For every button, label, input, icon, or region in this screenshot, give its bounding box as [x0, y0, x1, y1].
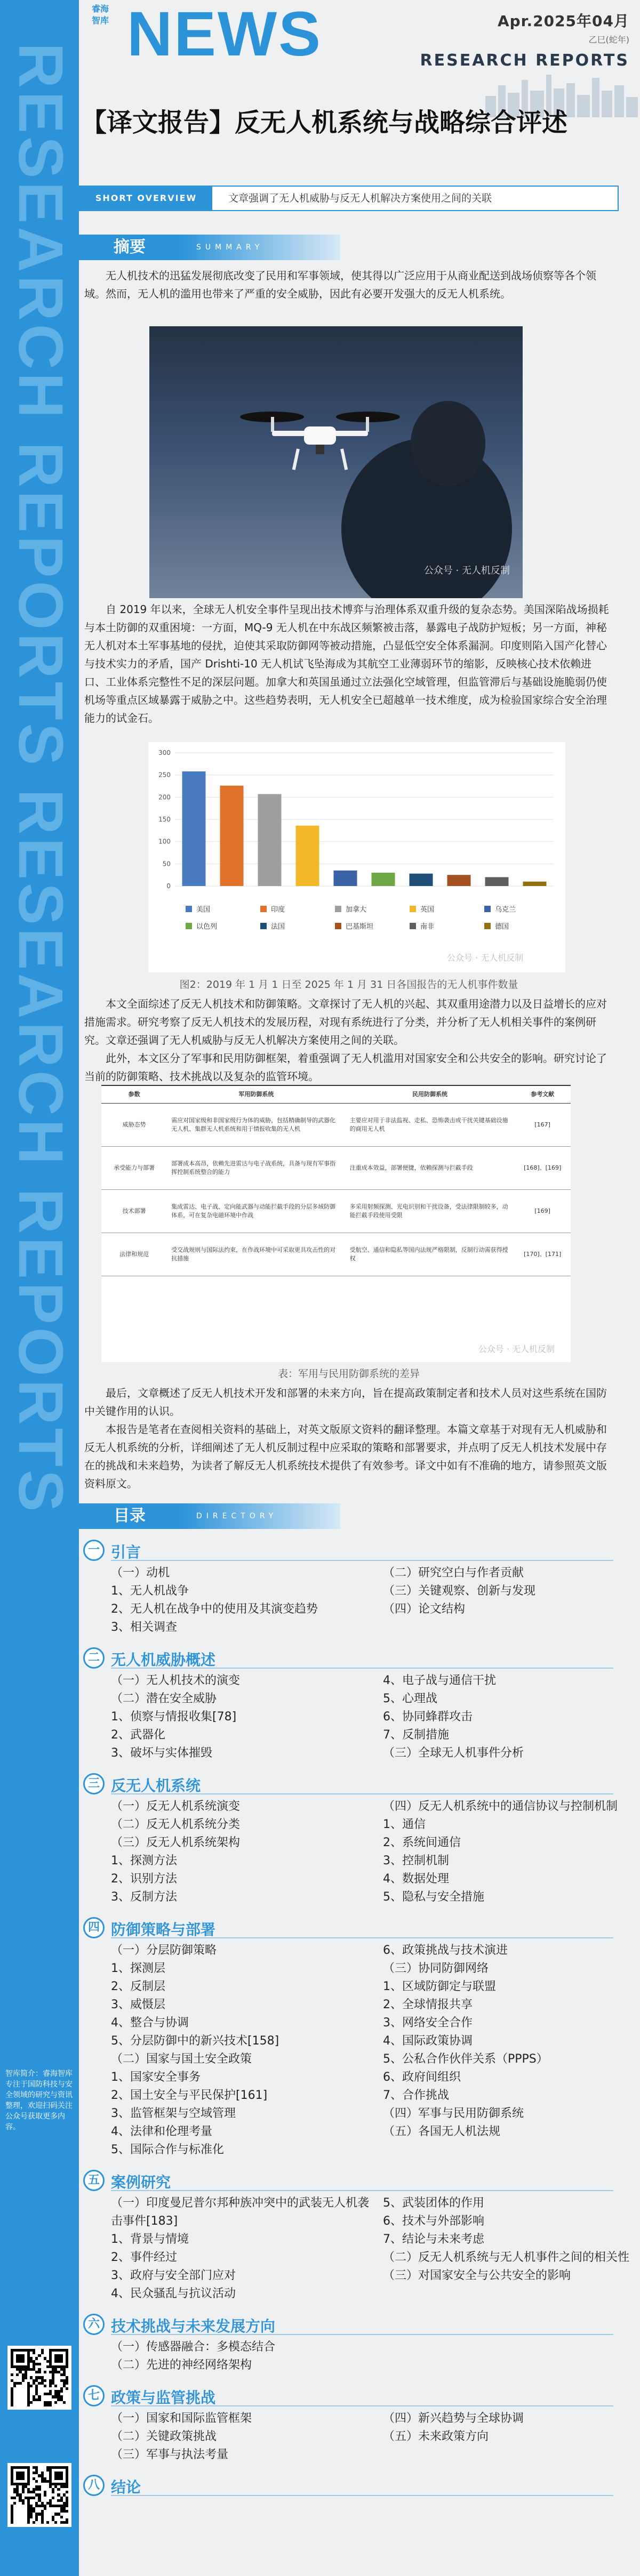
toc-item[interactable]: （四）论文结构	[383, 1603, 466, 1616]
chart-bar	[220, 786, 243, 886]
toc-section	[79, 1915, 619, 2156]
toc-item[interactable]: （三）协同防御网络	[383, 1962, 489, 1975]
abstract-label: 摘要	[79, 235, 180, 260]
legend-entry: 印度	[271, 906, 285, 914]
y-tick-label: 250	[158, 771, 171, 779]
toc-item[interactable]: （二）国家与国土安全政策	[111, 2052, 252, 2066]
toc-item[interactable]: （二）潜在安全威胁	[111, 1692, 217, 1705]
table-cell: 受交战规则与国际法约束，在作战环境中可采取更具攻击性的对抗措施	[167, 1233, 345, 1276]
toc-column	[111, 1672, 378, 1762]
left-decorative-bar	[0, 0, 79, 2576]
chart-bar	[182, 771, 205, 886]
toc-section-heading[interactable]	[79, 2383, 619, 2406]
toc-item[interactable]: 5、国际合作与标准化	[111, 2143, 224, 2156]
legend-swatch	[335, 923, 341, 929]
issue-year: 乙巳(蛇年)	[588, 35, 629, 45]
toc-item[interactable]: 7、结论与未来考虑	[383, 2233, 484, 2246]
table-cell: 多采用射频探测、光电识别和干扰设备，受法律限制较多，动能拦截手段使用受限	[346, 1190, 515, 1233]
toc-item[interactable]: （一）反无人机系统演变	[111, 1800, 241, 1813]
toc-item[interactable]: 3、监管框架与空域管理	[111, 2107, 236, 2120]
y-tick-label: 150	[158, 816, 171, 823]
toc-section	[79, 2312, 619, 2372]
toc-item[interactable]: 6、政府间组织	[383, 2071, 461, 2084]
toc-item[interactable]: 2、反制层	[111, 1980, 165, 1993]
toc-item[interactable]: 2、事件经过	[111, 2251, 177, 2264]
toc-item[interactable]: （四）军事与民用防御系统	[383, 2107, 524, 2120]
toc-column	[383, 2194, 640, 2285]
toc-item[interactable]: （二）反无人机系统与无人机事件之间的相关性	[383, 2251, 630, 2264]
abstract-header	[79, 235, 619, 260]
article-title: 【译文报告】反无人机系统与战略综合评述	[81, 108, 567, 138]
abstract-paragraph-3: 本文全面综述了反无人机技术和防御策略。文章探讨了无人机的兴起、其双重用途潜力以及日益增长的应对措施需求。研究考察了反无人机技术的发展历程，对现有系统进行了分类，并分析了无人机相关事件的案例研究。文章还强调了无人机威胁与反无人机解决方案使用之间的关联。	[84, 997, 607, 1046]
toc-item[interactable]: 7、反制措施	[383, 1728, 449, 1742]
table-row	[101, 1190, 571, 1233]
toc-section-number: 七	[83, 2385, 105, 2406]
drone-photo	[149, 326, 523, 598]
toc-item[interactable]: 4、国际政策协调	[383, 2034, 473, 2048]
toc-item[interactable]: （二）先进的神经网络架构	[111, 2358, 252, 2372]
table-cell: 主要应对用于非法监视、走私、恐怖袭击或干扰关键基础设施的商用无人机	[346, 1104, 515, 1147]
toc-item[interactable]: 6、政策挑战与技术演进	[383, 1944, 508, 1957]
table-header-cell: 参考文献	[514, 1085, 571, 1104]
toc-item[interactable]: 1、背景与情境	[111, 2233, 189, 2246]
y-tick-label: 50	[162, 860, 171, 868]
chart-bar	[409, 874, 433, 886]
toc-section-heading[interactable]	[79, 2312, 619, 2335]
legend-swatch	[484, 906, 491, 912]
toc-item[interactable]: （三）关键观察、创新与发现	[383, 1584, 536, 1598]
legend-entry: 法国	[271, 923, 285, 931]
toc-item[interactable]: 3、网络安全合作	[383, 2016, 473, 2030]
chart-bar	[485, 877, 508, 886]
incident-chart	[148, 742, 565, 972]
chart-bar	[295, 826, 319, 886]
toc-column	[111, 1564, 378, 1637]
y-tick-label: 100	[158, 838, 171, 846]
legend-swatch	[186, 923, 192, 929]
toc-section-heading[interactable]	[79, 1915, 619, 1938]
overview-text: 文章强调了无人机威胁与反无人机解决方案使用之间的关联	[228, 192, 492, 204]
toc-divider	[111, 1560, 613, 1561]
toc-item[interactable]: （三）军事与执法考量	[111, 2448, 229, 2461]
table-header-cell: 参数	[101, 1085, 167, 1104]
table-caption: 表：军用与民用防御系统的差异	[277, 1368, 420, 1380]
chart-watermark: 公众号 · 无人机反制	[447, 953, 524, 963]
abstract-paragraph-2: 自 2019 年以来，全球无人机安全事件呈现出技术博弈与治理体系双重升级的复杂态势。美国深陷战场损耗与本土防御的双重困境：一方面，MQ-9 无人机在中东战区频繁被击落，暴露电子战防护短板；另一方面，神秘无人机对本土军事基地的侵扰，迫使其采取防御网等被动措施，凸显低空安全体系漏洞。印度则陷入国产化替心与技术实力的矛盾，国产 Drishti-10 无人机试飞坠海成为其航空工业薄弱环节的缩影，反映核心技术依赖进口、工业体系完整性不足的深层问题。加拿大和英国虽通过立法强化空域管理，但监管滞后与基础设施脆弱仍使机场等重点区域暴露于威胁之中。这些趋势表明，无人机安全已超越单一技术维度，成为检验国家综合安全治理能力的试金石。	[84, 603, 609, 724]
table-cell: 受航空、通信和隐私等国内法规严格限制，反制行动需获得授权	[346, 1233, 515, 1276]
toc-label-en: DIRECTORY	[180, 1503, 340, 1529]
table-row	[101, 1104, 571, 1147]
toc-column	[111, 2410, 378, 2464]
legend-entry: 乌克兰	[495, 906, 516, 914]
toc-section-heading[interactable]	[79, 1771, 619, 1794]
legend-entry: 英国	[420, 906, 435, 914]
toc-item[interactable]: 4、数据处理	[383, 1872, 449, 1886]
abstract-label-en: SUMMARY	[180, 235, 340, 260]
table-cell: 威胁态势	[101, 1104, 167, 1147]
toc-section-title: 引言	[111, 1543, 141, 1561]
toc-item[interactable]: 5、公私合作伙伴关系（PPPS）	[383, 2052, 548, 2066]
abstract-paragraph-1: 无人机技术的迅猛发展彻底改变了民用和军事领域，使其得以广泛应用于从商业配送到战场侦察等各个领域。然而，无人机的滥用也带来了严重的安全威胁，因此有必要开发强大的反无人机系统。	[84, 269, 596, 300]
toc-item[interactable]: 3、破坏与实体摧毁	[111, 1746, 212, 1760]
toc-section-title: 结论	[111, 2478, 141, 2496]
toc-divider	[111, 2405, 613, 2406]
table-header-cell: 民用防御系统	[346, 1085, 515, 1104]
toc-item[interactable]: 5、分层防御中的新兴技术[158]	[111, 2034, 279, 2048]
toc-section-number: 三	[83, 1773, 105, 1794]
table-cell: 法律和规范	[101, 1233, 167, 1276]
toc-item[interactable]: （五）各国无人机法规	[383, 2125, 501, 2138]
toc-item[interactable]: 4、整合与协调	[111, 2016, 189, 2030]
legend-entry: 以色列	[196, 923, 218, 931]
toc-section	[79, 2168, 630, 2300]
toc-section-number: 一	[83, 1540, 105, 1561]
toc-item[interactable]: 3、控制机制	[383, 1854, 449, 1867]
toc-item[interactable]: 5、心理战	[383, 1692, 437, 1705]
legend-swatch	[335, 906, 341, 912]
toc-column	[111, 2194, 378, 2303]
toc-item[interactable]: 2、武器化	[111, 1728, 165, 1742]
chart-caption: 图2：2019 年 1 月 1 日至 2025 年 1 月 31 日各国报告的无人机事件数量	[179, 979, 518, 991]
toc-item[interactable]: （一）传感器融合：多模态结合	[111, 2340, 276, 2354]
toc-column	[383, 2410, 640, 2446]
legend-swatch	[410, 906, 416, 912]
table-header-cell: 军用防御系统	[167, 1085, 345, 1104]
toc-item[interactable]: 4、电子战与通信干扰	[383, 1674, 496, 1687]
toc-item[interactable]: 2、国土安全与平民保护[161]	[111, 2089, 268, 2102]
toc-column	[383, 1564, 640, 1619]
toc-section	[79, 1645, 619, 1760]
masthead-subtitle: RESEARCH REPORTS	[420, 51, 629, 70]
chart-bar	[258, 794, 281, 887]
toc-divider	[111, 1937, 613, 1938]
table-cell: [167]	[514, 1104, 571, 1147]
legend-entry: 德国	[495, 923, 509, 931]
table-watermark: 公众号 · 无人机反制	[478, 1344, 555, 1354]
news-logo: NEWS	[127, 0, 322, 69]
toc-item[interactable]: 7、合作挑战	[383, 2089, 449, 2102]
table-cell: 需应对国家级和非国家级行为体的威胁，包括精确制导的武器化无人机、集群无人机系统和用于情报收集的无人机	[167, 1104, 345, 1147]
chart-bar	[523, 882, 546, 886]
toc-item[interactable]: 2、无人机在战争中的使用及其演变趋势	[111, 1603, 318, 1616]
drone-illustration	[149, 326, 523, 598]
toc-item[interactable]: （一）印度曼尼普尔邦种族冲突中的武装无人机袭击事件[183]	[111, 2196, 370, 2228]
qr-code-2[interactable]	[7, 2463, 71, 2527]
toc-item[interactable]: 6、协同蜂群攻击	[383, 1710, 473, 1724]
table-cell: [169]	[514, 1190, 571, 1233]
toc-divider	[111, 1793, 613, 1794]
table-cell: 部署成本高昂，依赖先进雷达与电子战系统，具备与现有军事指挥控制系统整合的能力	[167, 1147, 345, 1190]
toc-item[interactable]: 2、识别方法	[111, 1872, 177, 1886]
chart-bar	[447, 875, 470, 886]
legend-entry: 巴基斯坦	[346, 923, 374, 931]
toc-divider	[111, 1668, 613, 1669]
table-row	[101, 1233, 571, 1276]
toc-item[interactable]: 3、相关调查	[111, 1621, 177, 1634]
table-cell: [168]、[169]	[514, 1147, 571, 1190]
brand-logo	[79, 3, 122, 27]
toc-divider	[111, 2495, 613, 2496]
legend-swatch	[260, 906, 267, 912]
y-tick-label: 200	[158, 793, 171, 801]
toc-item[interactable]: 4、民众骚乱与抗议活动	[111, 2287, 236, 2300]
toc-item[interactable]: （一）动机	[111, 1566, 170, 1580]
toc-item[interactable]: 6、技术与外部影响	[383, 2215, 484, 2228]
toc-item[interactable]: 3、威慑层	[111, 1998, 165, 2011]
toc-section-heading[interactable]	[79, 2168, 619, 2191]
legend-swatch	[410, 923, 416, 929]
toc-column	[383, 1798, 640, 1906]
overview-label: SHORT OVERVIEW	[80, 187, 212, 210]
legend-entry: 美国	[196, 906, 211, 914]
brand-line-2: 智库	[91, 15, 109, 26]
toc-label: 目录	[79, 1503, 180, 1529]
legend-entry: 加拿大	[346, 906, 367, 914]
toc-column	[111, 1942, 378, 2159]
incident-bar-chart	[148, 742, 565, 972]
toc-item[interactable]: （一）分层防御策略	[111, 1944, 217, 1957]
comparison-table	[101, 1085, 571, 1276]
toc-item[interactable]: （四）反无人机系统中的通信协议与控制机制	[383, 1800, 618, 1813]
legend-swatch	[260, 923, 267, 929]
toc-section-title: 无人机威胁概述	[111, 1651, 216, 1669]
toc-item[interactable]: 4、法律和伦理考量	[111, 2125, 212, 2138]
toc-section-title: 防御策略与部署	[111, 1921, 216, 1938]
y-tick-label: 300	[158, 749, 171, 756]
toc-section	[79, 2473, 619, 2496]
abstract-paragraph-6: 本报告是笔者在查阅相关资料的基础上，对英文版原文资料的翻译整理。本篇文章基于对现有无人机威胁和反无人机系统的分析，详细阐述了无人机反制过程中应采取的策略和部署要求，并点明了反无人机技术发展中存在的挑战和未来趋势，为读者了解反无人机系统技术提供了有效参考。译文中如有不准确的地方，请参照英文版资料原文。	[84, 1423, 607, 1490]
table-cell: 集成雷达、电子战、定向能武器与动能拦截手段的分层多域防御体系，可在复杂电磁环境中作战	[167, 1190, 345, 1233]
toc-item[interactable]: 3、反制方法	[111, 1890, 177, 1904]
toc-item[interactable]: 3、政府与安全部门应对	[111, 2269, 236, 2282]
sidebar-note: 智库简介：睿海智库专注于国防科技与安全领域的研究与资讯整理，欢迎扫码关注公众号获取更多内容。	[5, 2070, 73, 2131]
masthead-date-block	[498, 10, 629, 45]
toc-item[interactable]: 1、国家安全事务	[111, 2071, 201, 2084]
photo-watermark: 公众号 · 无人机反制	[423, 565, 510, 576]
toc-column	[111, 2338, 378, 2374]
toc-item[interactable]: 1、探测方法	[111, 1854, 177, 1867]
toc-column	[111, 1798, 378, 1906]
toc-section-number: 五	[83, 2170, 105, 2191]
y-tick-label: 0	[166, 882, 171, 890]
toc-item[interactable]: 1、探测层	[111, 1962, 165, 1975]
abstract-paragraph-5: 最后，文章概述了反无人机技术开发和部署的未来方向，旨在提高政策制定者和技术人员对这些系统在国防中关键作用的认识。	[84, 1387, 607, 1418]
toc-column	[383, 1672, 640, 1762]
toc-item[interactable]: （三）全球无人机事件分析	[383, 1746, 524, 1760]
toc-item[interactable]: （五）未来政策方向	[383, 2430, 489, 2443]
toc-section-title: 政策与监管挑战	[111, 2389, 216, 2406]
toc-item[interactable]: （二）反无人机系统分类	[111, 1818, 241, 1831]
toc-section	[79, 2383, 619, 2461]
table-row	[101, 1147, 571, 1190]
toc-section-title: 反无人机系统	[111, 1777, 201, 1794]
toc-item[interactable]: （四）新兴趋势与全球协调	[383, 2412, 524, 2425]
toc-item[interactable]: （三）对国家安全与公共安全的影响	[383, 2269, 571, 2282]
toc-section-number: 四	[83, 1917, 105, 1938]
toc-section-heading[interactable]	[79, 1537, 619, 1561]
toc-section	[79, 1537, 619, 1634]
toc-item[interactable]: （一）无人机技术的演变	[111, 1674, 241, 1687]
qr-code-1[interactable]	[7, 2346, 71, 2410]
legend-swatch	[186, 906, 192, 912]
toc-item[interactable]: 1、通信	[383, 1818, 426, 1831]
defense-comparison-table	[101, 1085, 571, 1362]
table-cell: 注重成本效益，部署便捷，依赖探测与拦截手段	[346, 1147, 515, 1190]
abstract-paragraph-4: 此外，本文区分了军事和民用防御框架，着重强调了无人机滥用对国家安全和公共安全的影响。研究讨论了当前的防御策略、技术挑战以及复杂的监管环境。	[84, 1052, 607, 1083]
toc-section-heading[interactable]	[79, 1645, 619, 1669]
toc-section-title: 技术挑战与未来发展方向	[111, 2317, 276, 2335]
toc-section-number: 六	[83, 2314, 105, 2335]
table-header-row	[101, 1085, 571, 1104]
toc-item[interactable]: 1、无人机战争	[111, 1584, 189, 1598]
toc-item[interactable]: （三）反无人机系统架构	[111, 1836, 241, 1849]
toc-header	[79, 1503, 619, 1529]
toc-item[interactable]: 5、隐私与安全措施	[383, 1890, 484, 1904]
table-cell: 承受能力与部署	[101, 1147, 167, 1190]
toc-item[interactable]: 1、区域防御定与联盟	[383, 1980, 496, 1993]
toc-divider	[111, 2334, 613, 2335]
toc-section-heading[interactable]	[79, 2473, 619, 2496]
toc-item[interactable]: （一）国家和国际监管框架	[111, 2412, 252, 2425]
brand-line-1: 睿海	[91, 4, 109, 14]
vertical-watermark-text: RESEARCH REPORTS RESEARCH REPORTS	[5, 43, 76, 1515]
toc-section-title: 案例研究	[111, 2174, 171, 2191]
table-cell: [170]、[171]	[514, 1233, 571, 1276]
legend-entry: 南非	[420, 923, 435, 931]
toc-item[interactable]: 1、侦察与情报收集[78]	[111, 1710, 237, 1724]
toc-column	[383, 1942, 640, 2141]
chart-bar	[333, 871, 357, 886]
issue-date: Apr.2025年04月	[497, 12, 629, 30]
toc-item[interactable]: （二）研究空白与作者贡献	[383, 1566, 524, 1580]
toc-section-number: 八	[83, 2475, 105, 2496]
toc-section	[79, 1771, 619, 1904]
toc-item[interactable]: （二）关键政策挑战	[111, 2430, 217, 2443]
legend-swatch	[484, 923, 491, 929]
short-overview-bar	[79, 186, 619, 211]
toc-item[interactable]: 2、全球情报共享	[383, 1998, 473, 2011]
table-cell: 技术部署	[101, 1190, 167, 1233]
toc-section-number: 二	[83, 1647, 105, 1669]
toc-item[interactable]: 5、武装团体的作用	[383, 2196, 484, 2210]
toc-item[interactable]: 2、系统间通信	[383, 1836, 461, 1849]
chart-bar	[371, 873, 395, 886]
toc-divider	[111, 2190, 613, 2191]
